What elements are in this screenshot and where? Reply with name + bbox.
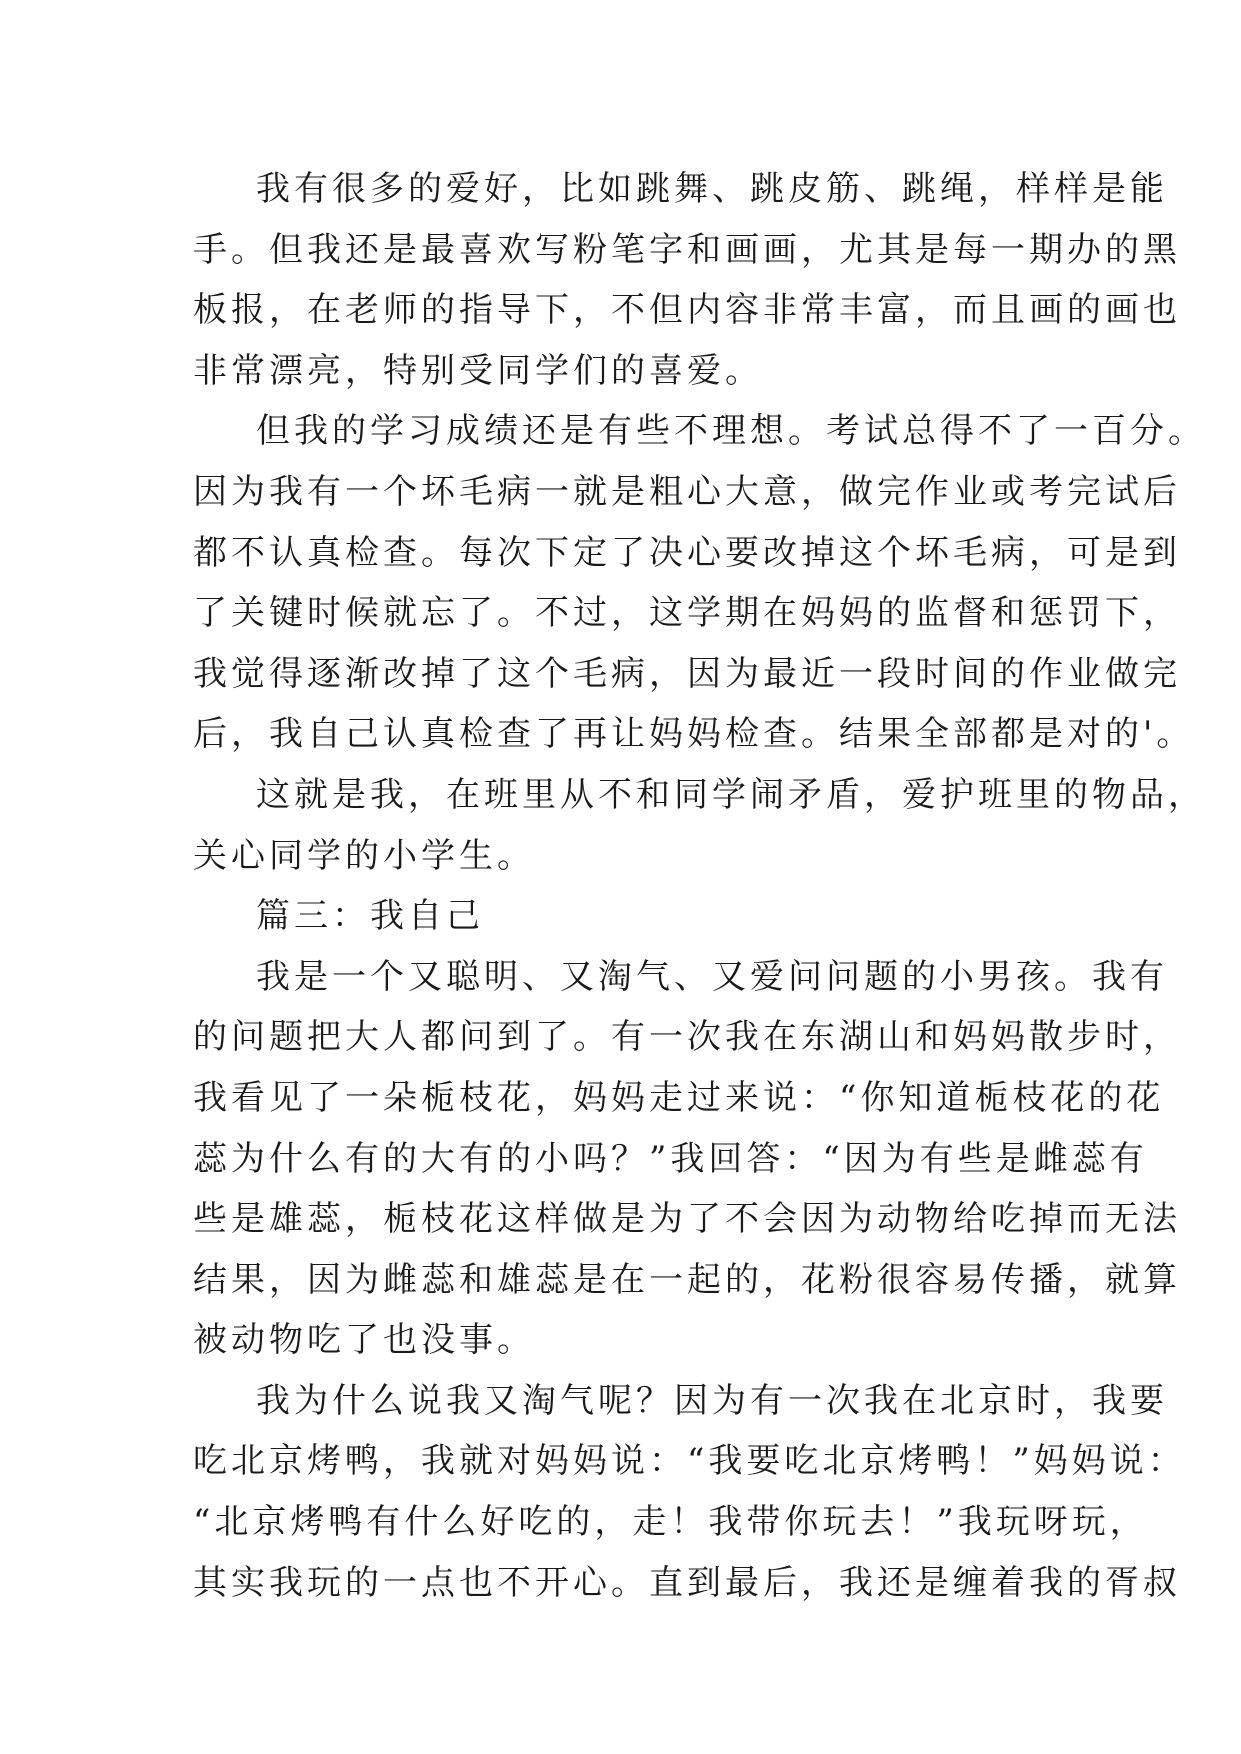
text-line: 因为我有一个坏毛病一就是粗心大意，做完作业或考完试后 <box>193 471 1181 512</box>
text-line: 被动物吃了也没事。 <box>193 1320 535 1361</box>
text-line: 但我的学习成绩还是有些不理想。考试总得不了一百分。 <box>256 411 1206 452</box>
text-line: 的问题把大人都问到了。有一次我在东湖山和妈妈散步时， <box>193 1017 1181 1058</box>
text-line: 我觉得逐渐改掉了这个毛病，因为最近一段时间的作业做完 <box>193 653 1181 694</box>
text-line: 后，我自己认真检查了再让妈妈检查。结果全部都是对的'。 <box>193 714 1195 755</box>
text-line: 了关键时候就忘了。不过，这学期在妈妈的监督和惩罚下， <box>193 593 1181 634</box>
text-line: 蕊为什么有的大有的小吗？”我回答：“因为有些是雌蕊有 <box>193 1138 1148 1179</box>
text-line: 我是一个又聪明、又淘气、又爱问问题的小男孩。我有 <box>256 956 1168 997</box>
text-line: 其实我玩的一点也不开心。直到最后，我还是缠着我的胥叔 <box>193 1562 1181 1603</box>
text-line: 非常漂亮，特别受同学们的喜爱。 <box>193 350 763 391</box>
document-body <box>193 159 1206 1613</box>
text-line: 我看见了一朵栀枝花，妈妈走过来说：“你知道栀枝花的花 <box>193 1077 1165 1118</box>
text-line: 这就是我，在班里从不和同学闹矛盾，爱护班里的物品， <box>256 774 1206 815</box>
text-line: 板报，在老师的指导下，不但内容非常丰富，而且画的画也 <box>193 290 1181 331</box>
text-line: “北京烤鸭有什么好吃的，走！我带你玩去！”我玩呀玩， <box>193 1502 1148 1543</box>
text-line: 我为什么说我又淘气呢？因为有一次我在北京时，我要 <box>256 1380 1168 1421</box>
text-line: 都不认真检查。每次下定了决心要改掉这个坏毛病，可是到 <box>193 532 1181 573</box>
text-line: 结果，因为雌蕊和雄蕊是在一起的，花粉很容易传播，就算 <box>193 1259 1181 1300</box>
text-line: 些是雄蕊，栀枝花这样做是为了不会因为动物给吃掉而无法 <box>193 1199 1181 1240</box>
text-line: 手。但我还是最喜欢写粉笔字和画画，尤其是每一期办的黑 <box>193 229 1181 270</box>
section-heading: 篇三：我自己 <box>256 896 484 937</box>
text-line: 吃北京烤鸭，我就对妈妈说：“我要吃北京烤鸭！”妈妈说： <box>193 1441 1186 1482</box>
text-line: 关心同学的小学生。 <box>193 835 535 876</box>
text-line: 我有很多的爱好，比如跳舞、跳皮筋、跳绳，样样是能 <box>256 169 1168 209</box>
